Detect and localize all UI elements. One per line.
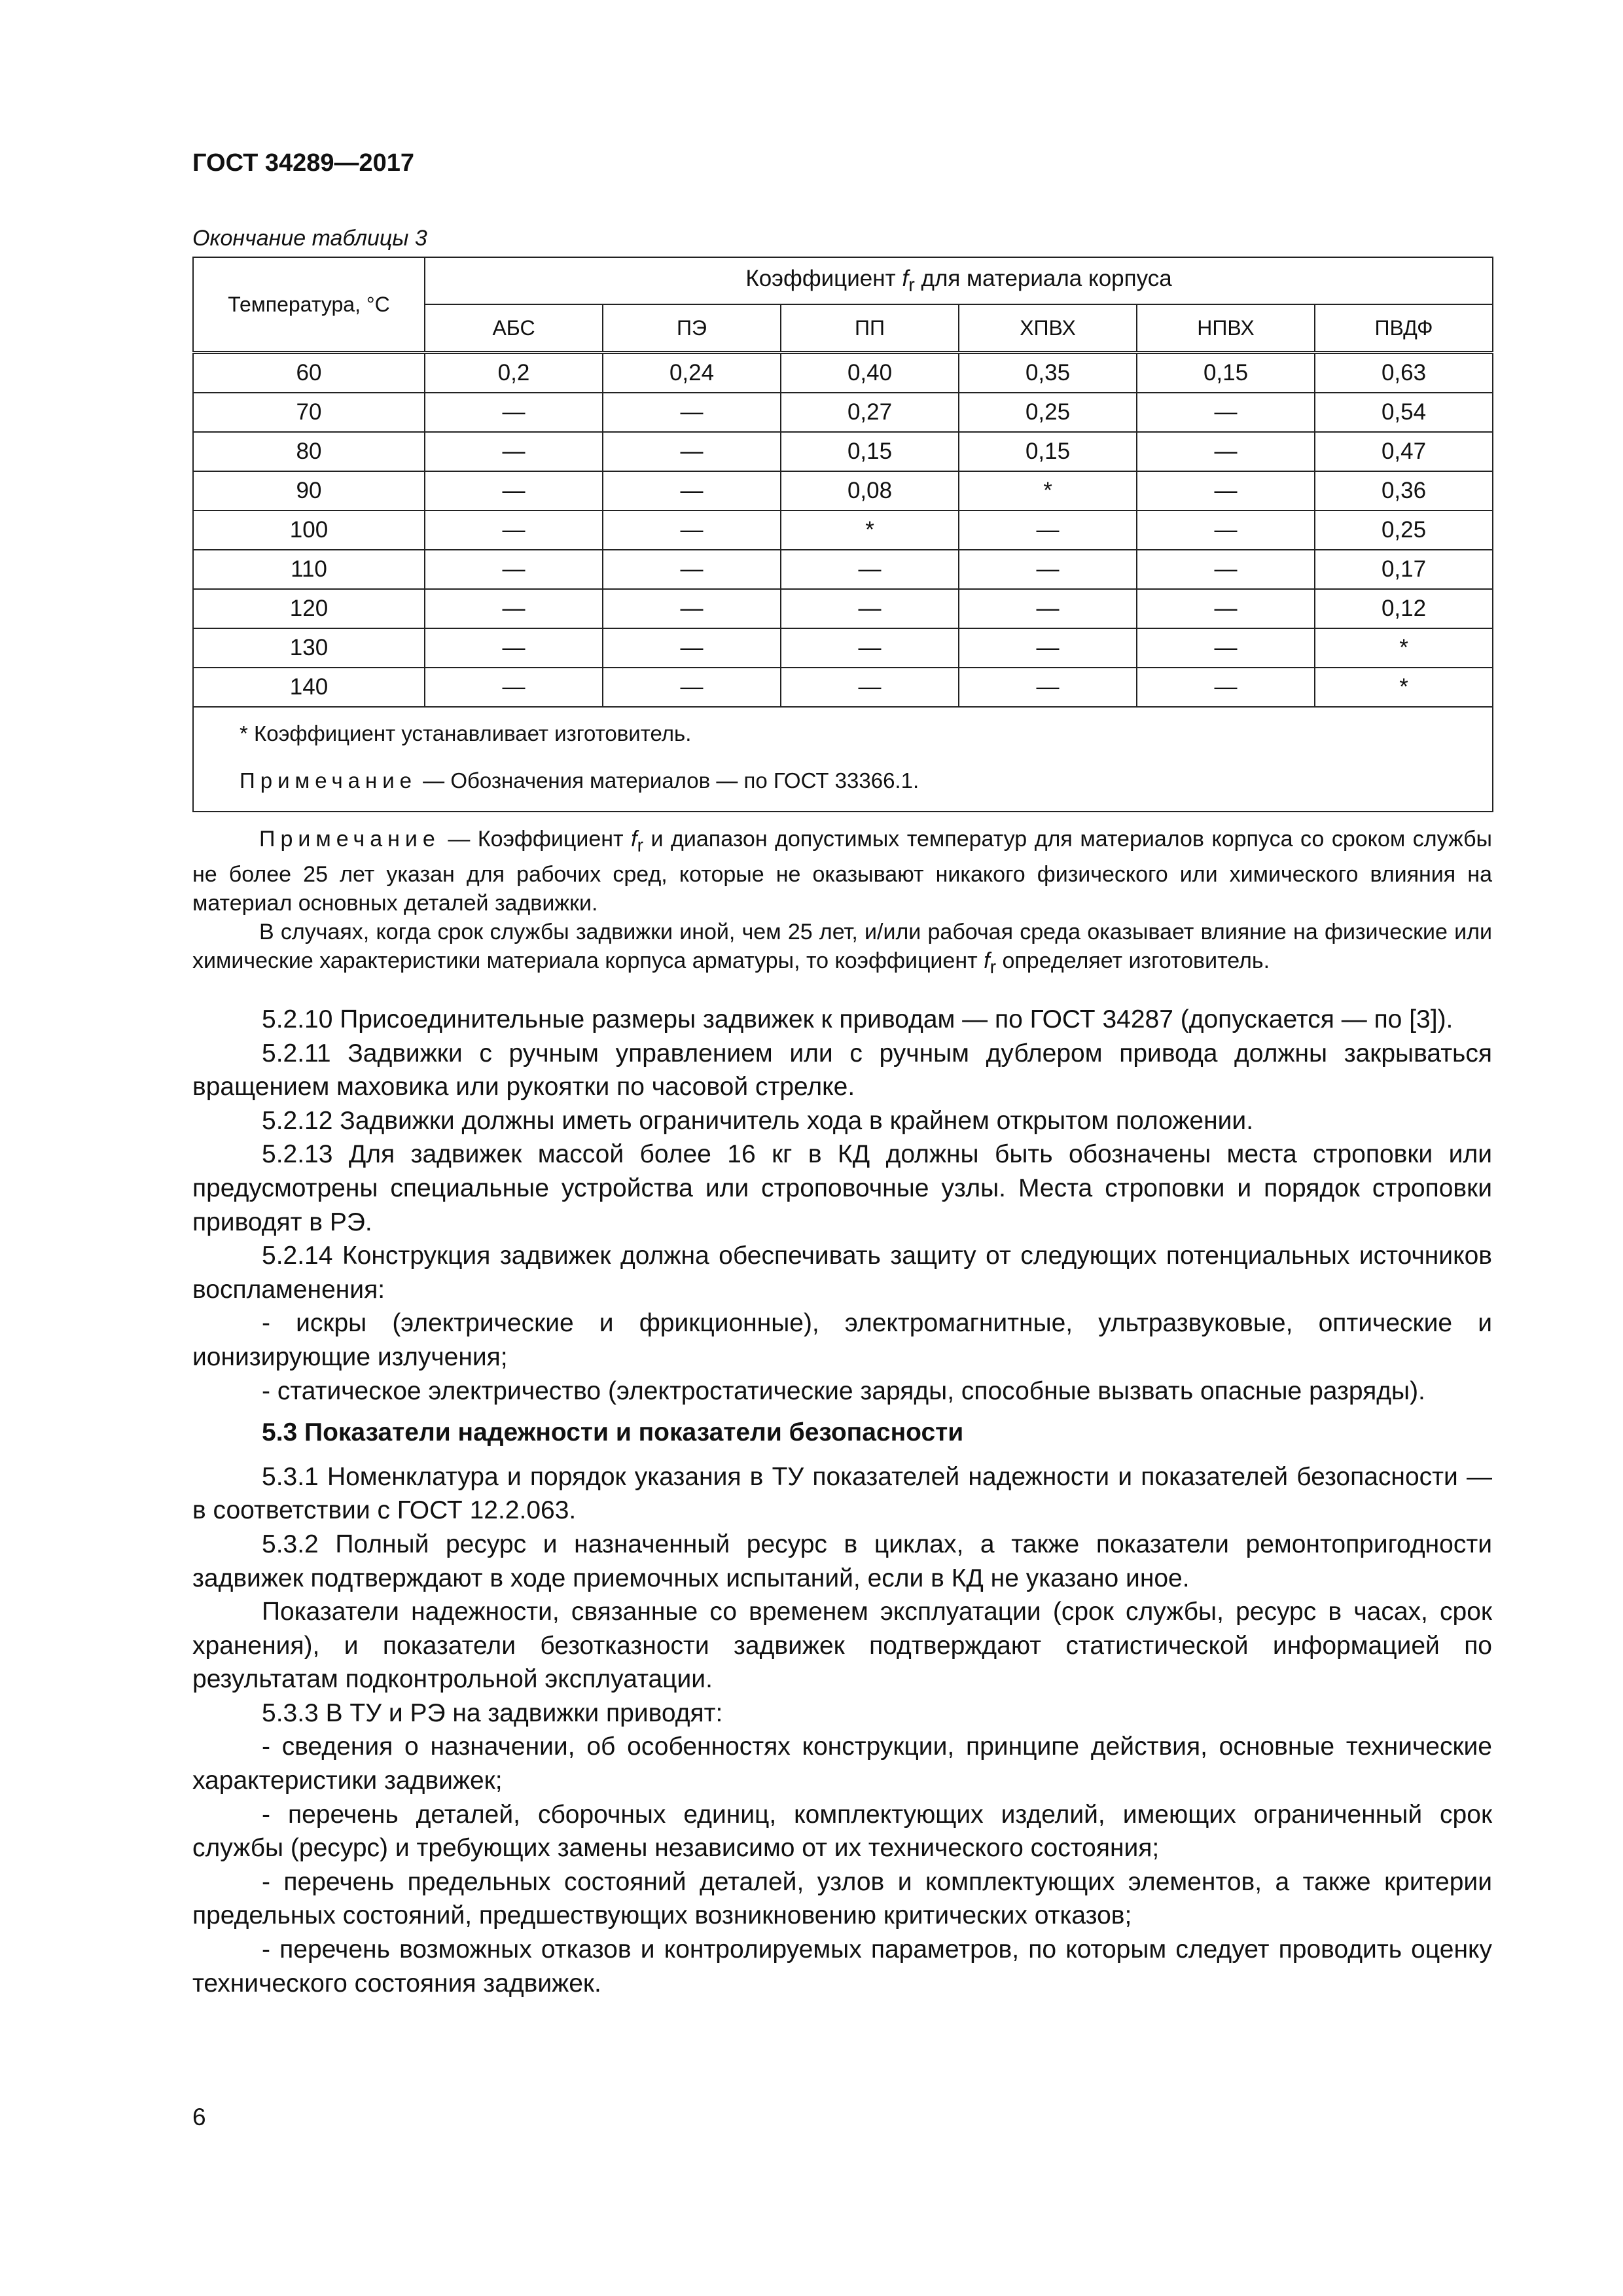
coefficient-table (192, 257, 1493, 812)
material-header: ПП (781, 304, 959, 353)
coefficient-cell: 0,24 (603, 353, 781, 393)
coefficient-cell: 0,17 (1315, 550, 1493, 589)
body-text (192, 1003, 1492, 2000)
clause-5-3-3: 5.3.3 В ТУ и РЭ на задвижки приводят: (262, 1698, 723, 1727)
coefficient-cell: — (959, 550, 1137, 589)
document-header: ГОСТ 34289—2017 (192, 149, 415, 177)
temperature-cell: 90 (193, 471, 425, 511)
note-block (192, 825, 1492, 982)
table-row (193, 432, 1493, 471)
coefficient-cell: 0,2 (425, 353, 603, 393)
coefficient-cell: — (425, 471, 603, 511)
coefficient-cell: 0,08 (781, 471, 959, 511)
coefficient-cell: — (603, 471, 781, 511)
table-row (193, 589, 1493, 628)
table-row (193, 393, 1493, 432)
clause-5-3-2: 5.3.2 Полный ресурс и назначенный ресурс в циклах, а также показатели ремонтопригодности задвижек подтверждают в ходе приемочных испытаний, если в КД не указано иное. (192, 1530, 1492, 1592)
temperature-cell: 110 (193, 550, 425, 589)
material-header: АБС (425, 304, 603, 353)
temperature-cell: 60 (193, 353, 425, 393)
coefficient-cell: — (603, 589, 781, 628)
coefficient-cell: — (781, 628, 959, 668)
material-header: ПВДФ (1315, 304, 1493, 353)
coefficient-cell: 0,47 (1315, 432, 1493, 471)
page-number: 6 (192, 2104, 206, 2130)
table-row (193, 353, 1493, 393)
note-paragraph-1: Примечание — Коэффициент $f_r$ и диапазон допустимых температур для материалов корпуса со сроком службы не более 25 лет указан для рабочих сред, которые не оказывают никакого физического или химического влияния на материал основных деталей задвижки. (192, 827, 1492, 916)
coefficient-cell: — (781, 668, 959, 707)
coefficient-cell: — (425, 668, 603, 707)
coefficient-cell: — (603, 668, 781, 707)
coefficient-header: Коэффициент $f_r$ для материала корпуса (425, 257, 1493, 304)
temperature-cell: 120 (193, 589, 425, 628)
coefficient-cell: — (425, 511, 603, 550)
clause-5-2-13: 5.2.13 Для задвижек массой более 16 кг в КД должны быть обозначены места строповки или предусмотрены специальные устройства или строповочные узлы. Места строповки и порядок строповки приводят в РЭ. (192, 1140, 1492, 1236)
clause-5-2-14-item-b: - статическое электричество (электростатические заряды, способные вызвать опасные разряды). (262, 1376, 1425, 1405)
coefficient-cell: — (1137, 668, 1315, 707)
coefficient-cell: 0,15 (1137, 353, 1315, 393)
table-row (193, 511, 1493, 550)
coefficient-cell: — (1137, 393, 1315, 432)
coefficient-cell: — (603, 550, 781, 589)
clause-5-2-12: 5.2.12 Задвижки должны иметь ограничитель хода в крайнем открытом положении. (262, 1106, 1254, 1135)
coefficient-cell: — (425, 628, 603, 668)
coefficient-cell: 0,54 (1315, 393, 1493, 432)
temperature-cell: 100 (193, 511, 425, 550)
coefficient-cell: — (1137, 471, 1315, 511)
coefficient-cell: — (1137, 550, 1315, 589)
clause-5-3-1: 5.3.1 Номенклатура и порядок указания в ТУ показателей надежности и показателей безопасности — в соответствии с ГОСТ 12.2.063. (192, 1462, 1492, 1525)
coefficient-cell: — (1137, 628, 1315, 668)
table-row (193, 628, 1493, 668)
coefficient-cell: — (1137, 511, 1315, 550)
temperature-cell: 140 (193, 668, 425, 707)
note-paragraph-2: В случаях, когда срок службы задвижки иной, чем 25 лет, и/или рабочая среда оказывает влияние на физические или химические характеристики материала корпуса арматуры, то коэффициент $f_r$ определяет изготовитель. (192, 919, 1492, 978)
coefficient-cell: 0,15 (781, 432, 959, 471)
table-note: Примечание — Обозначения материалов — по ГОСТ 33366.1. (240, 768, 919, 793)
coefficient-cell: — (603, 393, 781, 432)
table-footnote: * Коэффициент устанавливает изготовитель. (240, 721, 692, 745)
clause-5-2-10: 5.2.10 Присоединительные размеры задвижек к приводам — по ГОСТ 34287 (допускается — по [3]). (262, 1005, 1454, 1033)
coefficient-cell: — (781, 550, 959, 589)
temperature-cell: 70 (193, 393, 425, 432)
table-row (193, 471, 1493, 511)
coefficient-cell: — (959, 668, 1137, 707)
coefficient-cell: — (603, 511, 781, 550)
coefficient-cell: — (603, 628, 781, 668)
table-footer (193, 707, 1493, 812)
section-5-3-heading: 5.3 Показатели надежности и показатели безопасности (262, 1418, 964, 1447)
coefficient-cell: 0,63 (1315, 353, 1493, 393)
coefficient-cell: 0,15 (959, 432, 1137, 471)
clause-5-3-3-item-a: - сведения о назначении, об особенностях конструкции, принципе действия, основные технические характеристики задвижек; (192, 1732, 1492, 1795)
material-header: ПЭ (603, 304, 781, 353)
coefficient-cell: 0,36 (1315, 471, 1493, 511)
coefficient-cell: — (959, 628, 1137, 668)
temperature-cell: 130 (193, 628, 425, 668)
coefficient-cell: — (1137, 589, 1315, 628)
table-caption: Окончание таблицы 3 (192, 226, 427, 251)
coefficient-cell: 0,12 (1315, 589, 1493, 628)
clause-5-3-3-item-d: - перечень возможных отказов и контролируемых параметров, по которым следует проводить оценку технического состояния задвижек. (192, 1935, 1492, 1998)
coefficient-cell: 0,40 (781, 353, 959, 393)
coefficient-cell: — (959, 589, 1137, 628)
clause-5-2-14-item-a: - искры (электрические и фрикционные), электромагнитные, ультразвуковые, оптические и ионизирующие излучения; (192, 1309, 1492, 1371)
coefficient-cell: — (1137, 432, 1315, 471)
coefficient-cell: — (781, 589, 959, 628)
coefficient-cell: 0,25 (959, 393, 1137, 432)
temperature-header: Температура, °С (193, 257, 425, 353)
table-row (193, 550, 1493, 589)
table-body (193, 353, 1493, 708)
table-row (193, 668, 1493, 707)
coefficient-cell: — (425, 393, 603, 432)
material-header: НПВХ (1137, 304, 1315, 353)
clause-5-3-2-continued: Показатели надежности, связанные со временем эксплуатации (срок службы, ресурс в часах, срок хранения), и показатели безотказности задвижек подтверждают статистической информацией по результатам подконтрольной эксплуатации. (192, 1598, 1492, 1694)
coefficient-cell: * (959, 471, 1137, 511)
clause-5-3-3-item-c: - перечень предельных состояний деталей, узлов и комплектующих элементов, а также критерии предельных состояний, предшествующих возникновению критических отказов; (192, 1867, 1492, 1930)
coefficient-cell: 0,27 (781, 393, 959, 432)
clause-5-3-3-item-b: - перечень деталей, сборочных единиц, комплектующих изделий, имеющих ограниченный срок службы (ресурс) и требующих замены независимо от их технического состояния; (192, 1800, 1492, 1863)
material-header: ХПВХ (959, 304, 1137, 353)
coefficient-cell: — (603, 432, 781, 471)
coefficient-cell: — (425, 432, 603, 471)
coefficient-cell: 0,25 (1315, 511, 1493, 550)
temperature-cell: 80 (193, 432, 425, 471)
clause-5-2-14: 5.2.14 Конструкция задвижек должна обеспечивать защиту от следующих потенциальных источников воспламенения: (192, 1242, 1492, 1304)
coefficient-cell: — (959, 511, 1137, 550)
coefficient-cell: — (425, 550, 603, 589)
coefficient-cell: * (1315, 628, 1493, 668)
coefficient-cell: — (425, 589, 603, 628)
coefficient-cell: * (781, 511, 959, 550)
coefficient-cell: 0,35 (959, 353, 1137, 393)
clause-5-2-11: 5.2.11 Задвижки с ручным управлением или с ручным дублером привода должны закрываться вращением маховика или рукоятки по часовой стрелке. (192, 1039, 1492, 1102)
coefficient-cell: * (1315, 668, 1493, 707)
